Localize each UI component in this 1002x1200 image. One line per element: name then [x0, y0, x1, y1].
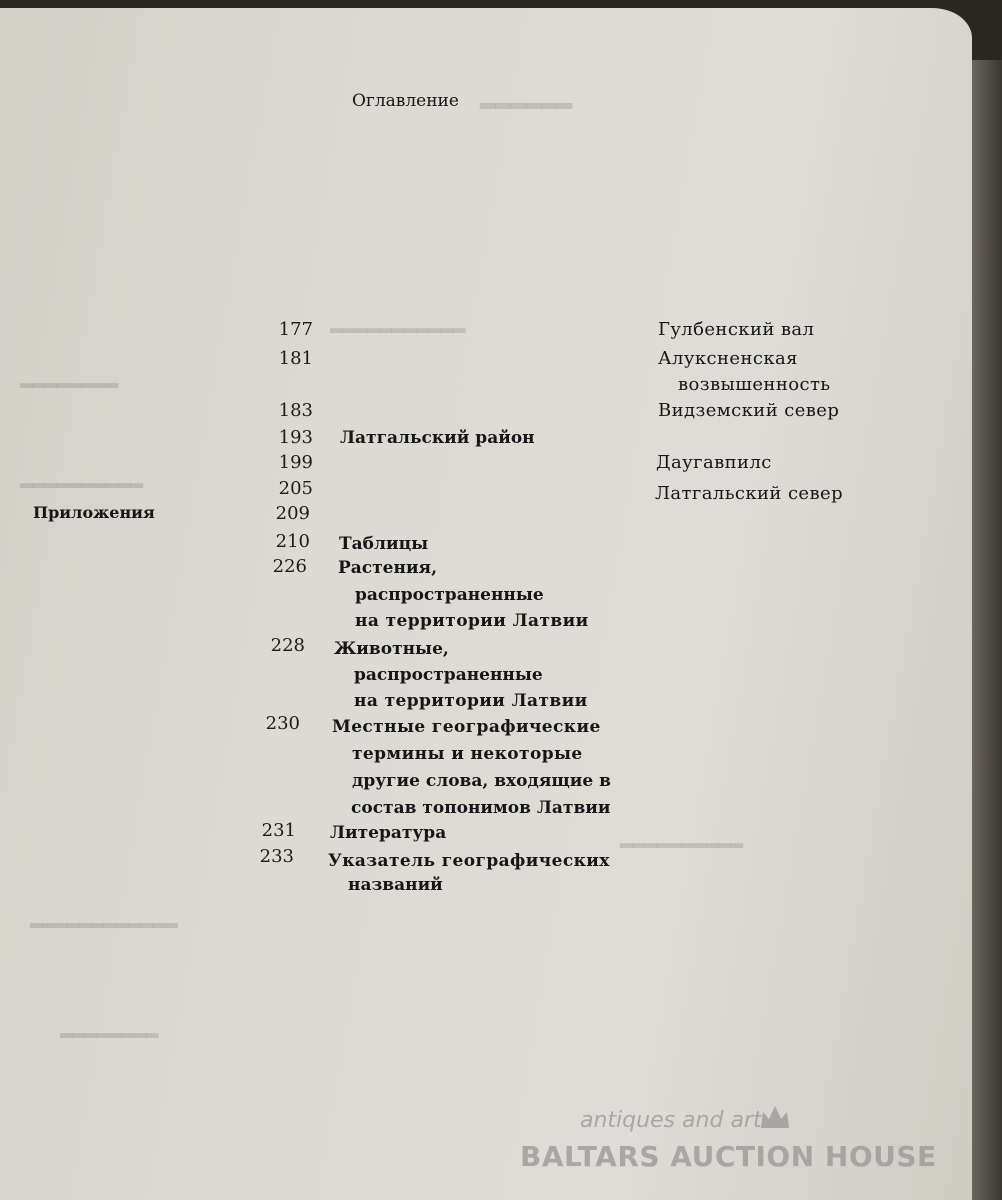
bleed-through-mark: ▂▂▂▂▂▂▂▂▂▂ — [620, 829, 744, 848]
book-page-edge — [972, 60, 1002, 1200]
toc-page-number: 233 — [259, 846, 294, 867]
bleed-through-mark: ▂▂▂▂▂▂▂▂ — [20, 369, 119, 388]
toc-page-number: 205 — [278, 478, 313, 499]
bleed-through-mark: ▂▂▂▂▂▂▂▂▂▂▂▂ — [30, 909, 178, 928]
toc-page-number: 228 — [270, 635, 305, 656]
toc-page-number: 231 — [261, 820, 296, 841]
toc-entry-title: Гулбенский вал — [658, 319, 815, 340]
toc-page-number: 181 — [278, 348, 313, 369]
toc-entry-title-continued: состав топонимов Латвии — [351, 798, 611, 818]
toc-entry-title-continued: распространенные — [354, 665, 543, 685]
toc-section-title: Латгальский район — [340, 428, 535, 448]
toc-entry-title: Даугавпилс — [656, 452, 772, 473]
toc-page-number: 183 — [278, 400, 313, 421]
bleed-through-mark: ▂▂▂▂▂▂▂▂▂▂ — [20, 469, 144, 488]
toc-entry-title: Таблицы — [339, 534, 429, 554]
watermark-tagline: antiques and art — [580, 1108, 762, 1133]
toc-entry-title-continued: распространенные — [355, 585, 544, 605]
toc-entry-title: Растения, — [338, 558, 438, 578]
toc-page-number: 193 — [278, 427, 313, 448]
auction-house-watermark — [520, 1108, 940, 1188]
bleed-through-mark: ▂▂▂▂▂▂ — [480, 85, 573, 109]
toc-entry-title: Животные, — [334, 639, 449, 659]
toc-page-number: 210 — [275, 531, 310, 552]
toc-entry-title-continued: другие слова, входящие в — [352, 771, 611, 791]
toc-page-number: 230 — [265, 713, 300, 734]
bleed-through-mark: ▂▂▂▂▂▂▂▂ — [60, 1019, 159, 1038]
toc-entry-title: Указатель географических — [328, 851, 610, 871]
section-heading: Приложения — [33, 503, 155, 522]
toc-page-number: 209 — [275, 503, 310, 524]
page-title: Оглавление — [352, 91, 459, 111]
toc-entry-title-continued: на территории Латвии — [354, 691, 588, 711]
toc-entry-title: Алуксненская — [658, 348, 798, 369]
toc-page-number: 226 — [272, 556, 307, 577]
crown-icon — [758, 1102, 792, 1132]
toc-entry-title: Местные географические — [332, 717, 601, 737]
book-page — [0, 8, 972, 1200]
toc-entry-title-continued: на территории Латвии — [355, 611, 589, 631]
toc-entry-title: Видземский север — [658, 400, 840, 421]
toc-entry-title-continued: термины и некоторые — [352, 744, 583, 764]
watermark-brand: BALTARS AUCTION HOUSE — [520, 1140, 937, 1173]
bleed-through-mark: ▂▂▂▂▂▂▂▂▂▂▂ — [330, 314, 466, 333]
toc-entry-title: Литература — [330, 823, 447, 843]
toc-entry-title-continued: возвышенность — [678, 374, 831, 395]
toc-page-number: 177 — [278, 319, 313, 340]
toc-page-number: 199 — [278, 452, 313, 473]
toc-entry-title: Латгальский север — [655, 483, 843, 504]
toc-entry-title-continued: названий — [348, 875, 443, 895]
